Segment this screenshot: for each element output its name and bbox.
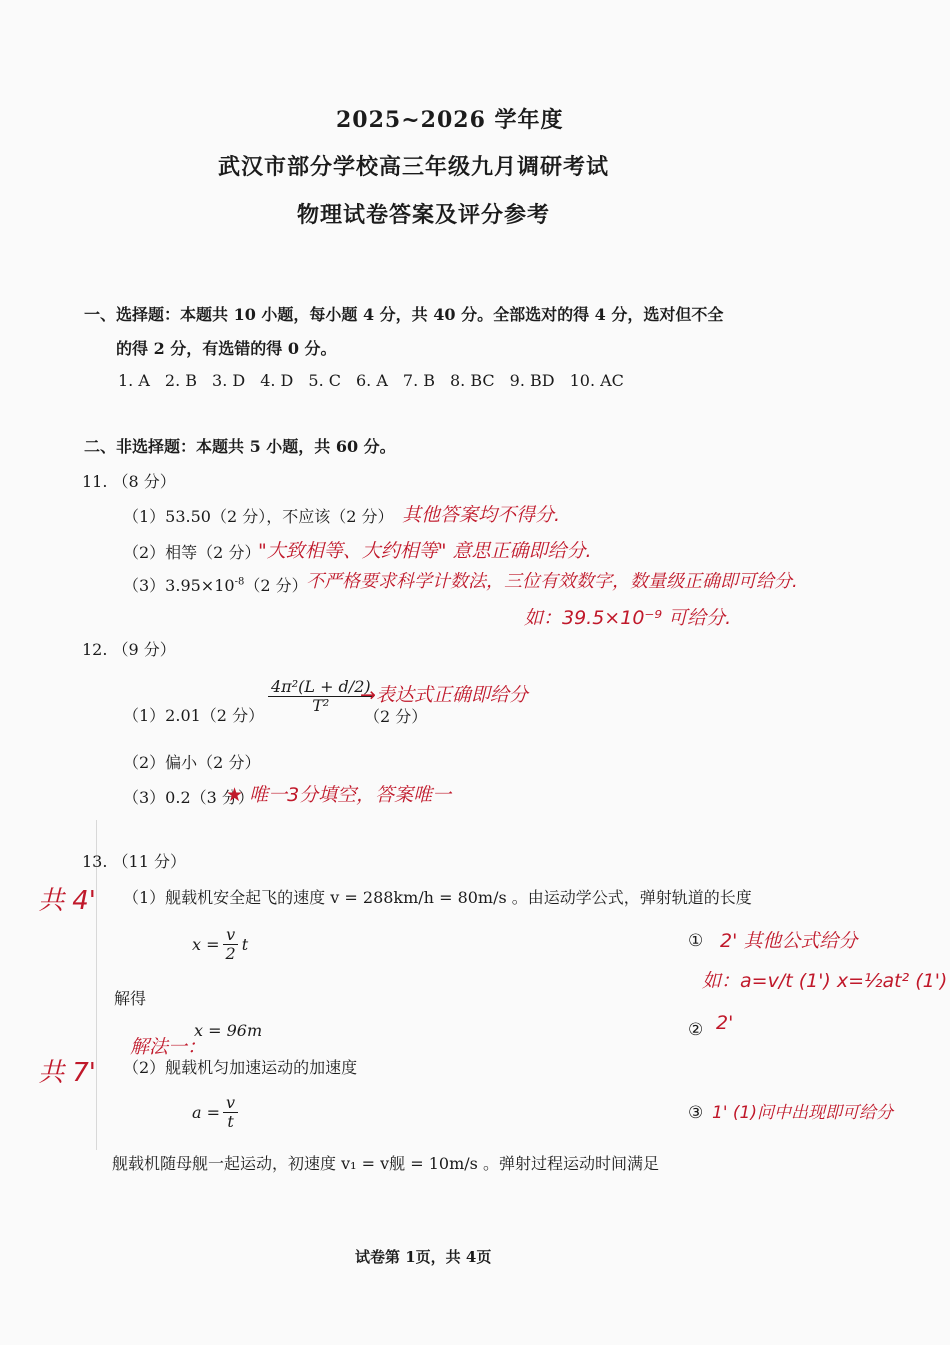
answer-list: [118, 371, 624, 390]
q11-part3-exponent: -8: [234, 576, 245, 588]
q12-label: 12. （9 分）: [82, 640, 176, 659]
q13-eq1-denominator: 2: [225, 944, 236, 964]
q13-eq3-lhs: a =: [192, 1103, 221, 1123]
answer-item: 1. A: [118, 371, 150, 390]
q13-eq1-tail: t: [241, 935, 249, 955]
q13-eq3-numerator: v: [223, 1094, 238, 1113]
q11-part2-note: "大致相等、大约相等" 意思正确即给分.: [258, 540, 592, 562]
q11-part1: （1）53.50（2 分），不应该（2 分）: [123, 507, 394, 526]
q13-margin-note1: 共 4': [38, 886, 96, 916]
title-year: 2025~2026 学年度: [336, 107, 564, 133]
q13-eq1-marker: ①: [688, 931, 704, 951]
q11-part3: [123, 573, 308, 596]
q13-eq3: [192, 1094, 238, 1132]
q13-solve: 解得: [114, 989, 147, 1008]
q13-eq3-denominator: t: [227, 1112, 234, 1132]
answer-item: 5. C: [308, 371, 341, 390]
q13-method-note: 解法一：: [130, 1036, 207, 1058]
q13-eq1-numerator: v: [223, 926, 238, 945]
q13-label: 13. （11 分）: [82, 852, 186, 871]
q11-part3-note: 不严格要求科学计数法，三位有效数字，数量级正确即可给分.: [306, 571, 798, 592]
answer-item: 6. A: [355, 371, 388, 390]
q13-part2b: 舰载机随母舰一起运动，初速度 v₁ = v舰 = 10m/s 。弹射过程运动时间满足: [112, 1154, 659, 1173]
q12-part3-note: ★ 唯一3分填空，答案唯一: [226, 784, 452, 806]
answer-item: 8. BC: [450, 371, 495, 390]
q13-eq3-marker: ③: [688, 1103, 704, 1123]
q12-part2: （2）偏小（2 分）: [123, 753, 261, 772]
section1-heading: 一、选择题：本题共 10 小题，每小题 4 分，共 40 分。全部选对的得 4 分，选对但不全: [84, 305, 724, 324]
q11-part3-score: （2 分）: [244, 576, 308, 595]
section1-heading-cont: 的得 2 分，有选错的得 0 分。: [116, 339, 337, 358]
page-footer: 试卷第 1页，共 4页: [355, 1248, 492, 1266]
q13-part2: （2）舰载机匀加速运动的加速度: [123, 1058, 358, 1077]
q12-formula-denominator: T²: [312, 696, 330, 716]
q11-part3-value: （3）3.95×10: [123, 576, 235, 595]
q12-formula-fraction: [268, 678, 374, 716]
q13-eq1-note: 2' 其他公式给分: [720, 930, 858, 952]
q13-margin-note2: 共 7': [38, 1058, 96, 1088]
q12-formula-score: （2 分）: [364, 707, 428, 726]
q13-eq1-fraction: [223, 926, 239, 964]
section2-heading: 二、非选择题：本题共 5 小题，共 60 分。: [84, 437, 396, 456]
answer-item: 9. BD: [509, 371, 555, 390]
q13-eq2: x = 96m: [194, 1021, 263, 1040]
answer-item: 4. D: [260, 371, 294, 390]
q12-formula: [268, 678, 374, 716]
answer-item: 10. AC: [569, 371, 624, 390]
answer-item: 3. D: [212, 371, 246, 390]
q11-part3-note2: 如：39.5×10⁻⁹ 可给分.: [524, 607, 732, 629]
q11-label: 11. （8 分）: [82, 472, 176, 491]
q13-eq1-note2: 如：a=v/t (1') x=½at² (1'): [702, 970, 948, 992]
q12-formula-numerator: 4π²(L + d/2): [268, 678, 374, 697]
q12-part3: （3）0.2（3 分）: [123, 788, 254, 807]
title-exam: 武汉市部分学校高三年级九月调研考试: [218, 154, 610, 180]
answer-item: 7. B: [402, 371, 435, 390]
q13-eq1: [192, 926, 248, 964]
q13-eq2-marker: ②: [688, 1020, 704, 1040]
q13-eq1-lhs: x =: [192, 935, 220, 955]
q11-part2: （2）相等（2 分）: [123, 543, 261, 562]
q12-formula-note: →表达式正确即给分: [360, 684, 528, 706]
q11-part1-note: 其他答案均不得分.: [402, 504, 561, 526]
q13-eq3-fraction: [223, 1094, 238, 1132]
q12-part1: （1）2.01（2 分）: [123, 706, 265, 725]
title-subject: 物理试卷答案及评分参考: [297, 202, 551, 228]
answer-item: 2. B: [164, 371, 198, 390]
q13-part1: （1）舰载机安全起飞的速度 v = 288km/h = 80m/s 。由运动学公式，弹射轨道的长度: [123, 888, 752, 907]
q13-eq2-note: 2': [716, 1012, 734, 1034]
q13-eq3-note: 1' (1)问中出现即可给分: [712, 1103, 893, 1123]
